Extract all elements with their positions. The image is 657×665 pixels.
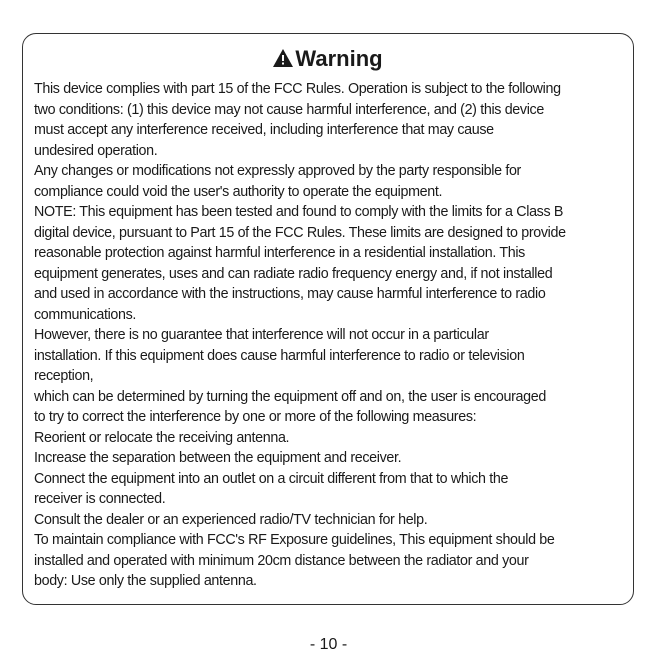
text-line: undesired operation. <box>34 142 158 159</box>
text-line: installation. If this equipment does cause harmful interference to radio or television <box>34 347 525 364</box>
text-line: two conditions: (1) this device may not cause harmful interference, and (2) this device <box>34 101 544 118</box>
text-line: equipment generates, uses and can radiate radio frequency energy and, if not installed <box>34 265 553 282</box>
text-line: body: Use only the supplied antenna. <box>34 573 257 589</box>
text-line: installed and operated with minimum 20cm distance between the radiator and your <box>34 552 529 569</box>
warning-body <box>34 79 566 592</box>
text-line: receiver is connected. <box>34 491 166 507</box>
text-line: which can be determined by turning the equipment off and on, the user is encouraged <box>34 388 546 405</box>
text-line: reception, <box>34 368 94 384</box>
page-number: - 10 - <box>309 636 348 653</box>
text-line: To maintain compliance with FCC's RF Exposure guidelines, This equipment should be <box>34 532 555 548</box>
warning-triangle-icon <box>273 49 293 67</box>
text-line: compliance could void the user's authority to operate the equipment. <box>34 183 443 200</box>
text-line: to try to correct the interference by one or more of the following measures: <box>34 409 477 425</box>
text-line: Any changes or modifications not expressly approved by the party responsible for <box>34 163 521 179</box>
text-line: However, there is no guarantee that interference will not occur in a particular <box>34 327 489 343</box>
text-line: NOTE: This equipment has been tested and found to comply with the limits for a Class B <box>34 204 564 220</box>
text-line: communications. <box>34 306 137 323</box>
warning-box <box>22 33 634 605</box>
warning-heading <box>23 46 633 72</box>
text-line: must accept any interference received, including interference that may cause <box>34 122 494 138</box>
text-line: Connect the equipment into an outlet on a circuit different from that to which the <box>34 470 509 487</box>
text-line: This device complies with part 15 of the FCC Rules. Operation is subject to the following <box>34 81 561 97</box>
text-line: digital device, pursuant to Part 15 of the FCC Rules. These limits are designed to provide <box>34 224 566 241</box>
text-line: and used in accordance with the instructions, may cause harmful interference to radio <box>34 286 546 302</box>
text-line: Consult the dealer or an experienced radio/TV technician for help. <box>34 511 428 528</box>
text-line: Reorient or relocate the receiving antenna. <box>34 429 290 446</box>
text-line: Increase the separation between the equipment and receiver. <box>34 450 402 466</box>
warning-title: Warning <box>295 46 383 71</box>
text-line: reasonable protection against harmful interference in a residential installation. This <box>34 245 525 261</box>
